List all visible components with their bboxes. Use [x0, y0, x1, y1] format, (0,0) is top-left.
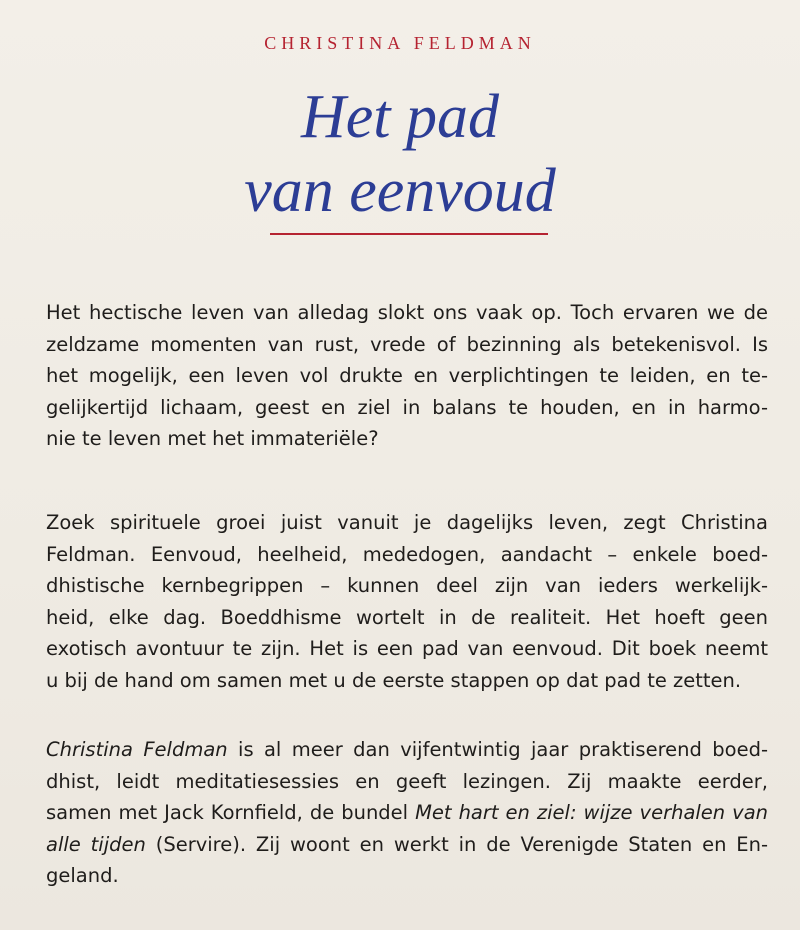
paragraph-line	[46, 829, 768, 861]
book-reference-title: Met hart en ziel: wijze verhalen van	[415, 801, 769, 824]
book-title	[0, 80, 800, 228]
paragraph-line: geland.	[46, 864, 119, 887]
author-name: CHRISTINA FELDMAN	[264, 33, 536, 53]
paragraph-line: nie te leven met het immateriële?	[46, 427, 379, 450]
paragraph-line: u bij de hand om samen met u de eerste stappen op dat pad te zetten.	[46, 668, 742, 692]
bio-text: samen met Jack Kornfield, de bundel	[46, 801, 416, 824]
author-name-italic: Christina Feldman	[46, 738, 228, 761]
paragraph-line	[46, 734, 768, 766]
title-line-2: van eenvoud	[244, 157, 556, 225]
paragraph-line: heid, elke dag. Boeddhisme wortelt in de realiteit. Het hoeft geen	[46, 605, 768, 629]
paragraph-line: Zoek spirituele groei juist vanuit je dagelijks leven, zegt Christina	[46, 511, 768, 534]
description-paragraph	[46, 507, 768, 696]
book-reference-title: alle tijden	[46, 832, 146, 856]
paragraph-line: gelijkertijd lichaam, geest en ziel in balans te houden, en in harmo-	[46, 395, 768, 419]
bio-text: (Servire). Zij woont en werkt in de Verenigde Staten en En-	[145, 832, 768, 856]
bio-text: is al meer dan vijfentwintig jaar praktiserend boed-	[227, 738, 768, 761]
title-line-1: Het pad	[300, 83, 500, 151]
intro-paragraph	[46, 297, 768, 455]
paragraph-line: Het hectische leven van alledag slokt ons vaak op. Toch ervaren we de	[46, 301, 768, 324]
author-bio-paragraph	[46, 734, 768, 892]
paragraph-line: zeldzame momenten van rust, vrede of bezinning als betekenisvol. Is	[46, 332, 768, 356]
paragraph-line: dhist, leidt meditatiesessies en geeft lezingen. Zij maakte eerder,	[46, 769, 768, 793]
paragraph-line: dhistische kernbegrippen – kunnen deel zijn van ieders werkelijk-	[46, 574, 768, 597]
paragraph-line: exotisch avontuur te zijn. Het is een pad van eenvoud. Dit boek neemt	[46, 637, 768, 660]
title-divider	[270, 233, 548, 235]
paragraph-line: Feldman. Eenvoud, heelheid, mededogen, aandacht – enkele boed-	[46, 542, 768, 566]
paragraph-line	[46, 797, 768, 829]
paragraph-line: het mogelijk, een leven vol drukte en verplichtingen te leiden, en te-	[46, 364, 768, 387]
